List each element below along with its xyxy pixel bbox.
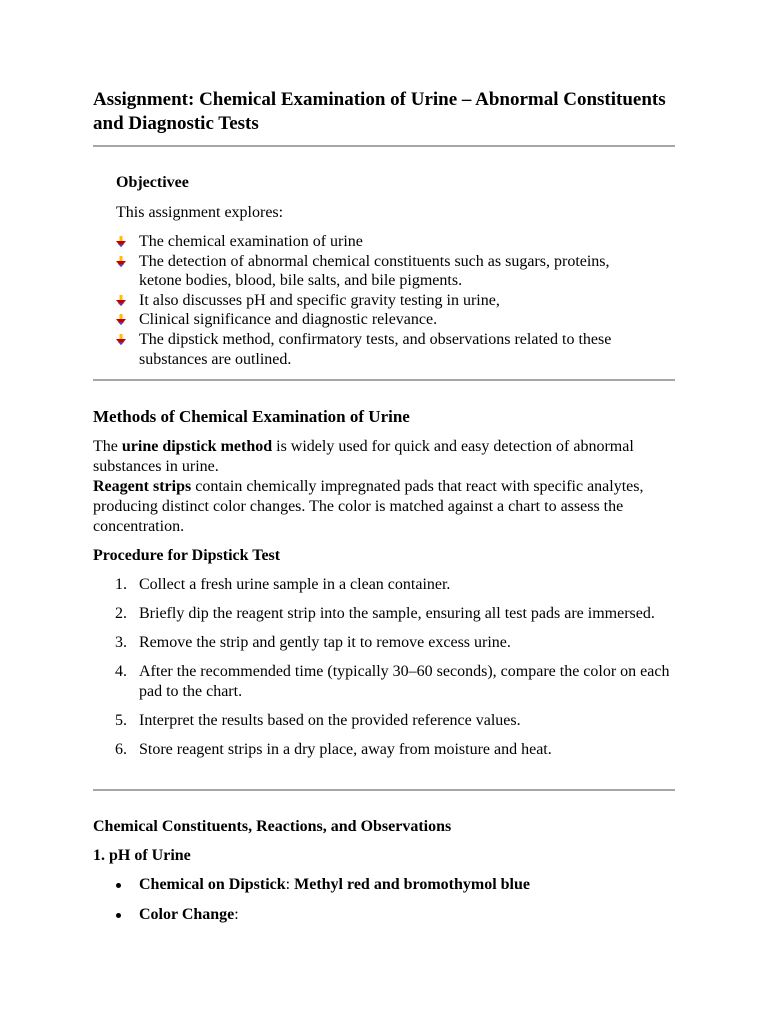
- arrow-down-icon: [116, 314, 126, 326]
- bold-term: urine dipstick method: [121, 438, 273, 455]
- text-run: :: [234, 906, 239, 923]
- divider: [93, 789, 675, 791]
- divider: [93, 379, 675, 381]
- list-item: [93, 575, 675, 595]
- list-item: [93, 604, 675, 624]
- constituents-section: [93, 817, 675, 935]
- text-run: The: [93, 438, 122, 455]
- step-text: Remove the strip and gently tap it to remove excess urine.: [139, 634, 511, 651]
- step-text: Collect a fresh urine sample in a clean container.: [139, 576, 451, 593]
- constituents-heading: Chemical Constituents, Reactions, and Observations: [93, 818, 452, 835]
- list-item: [116, 232, 656, 252]
- text-run: is widely used for quick and easy detection of abnormal substances in urine.: [93, 438, 634, 475]
- procedure-heading: Procedure for Dipstick Test: [93, 547, 281, 564]
- step-number: 6.: [115, 741, 127, 758]
- text-run: contain chemically impregnated pads that react with specific analytes, producing distinct color changes. The color is matched against a chart to assess the concentration.: [93, 478, 644, 535]
- bullet-icon: [116, 883, 121, 888]
- list-item: [93, 711, 675, 731]
- step-text: Interpret the results based on the provided reference values.: [139, 712, 521, 729]
- list-item: [93, 662, 675, 702]
- objective-intro: This assignment explores:: [116, 204, 284, 221]
- methods-section: [93, 407, 675, 769]
- step-number: 3.: [115, 634, 127, 651]
- objective-item-text: The detection of abnormal chemical constituents such as sugars, proteins, ketone bodies, blood, bile salts, and bile pigments.: [139, 252, 610, 290]
- list-item: [116, 310, 656, 330]
- methods-paragraph-2: [93, 477, 675, 537]
- list-item: [93, 875, 675, 895]
- bold-term: Methyl red and bromothymol blue: [294, 876, 530, 893]
- divider: [93, 145, 675, 147]
- step-text: Briefly dip the reagent strip into the sample, ensuring all test pads are immersed.: [139, 605, 655, 622]
- list-item: [93, 633, 675, 653]
- page-title: Assignment: Chemical Examination of Urine – Abnormal Constituents and Diagnostic Tests: [93, 89, 666, 134]
- list-item: [93, 740, 675, 760]
- text-run: :: [285, 876, 295, 893]
- bold-term: Color Change: [139, 906, 235, 923]
- step-number: 2.: [115, 605, 127, 622]
- objective-item-text: It also discusses pH and specific gravity testing in urine,: [139, 291, 500, 309]
- step-number: 1.: [115, 576, 127, 593]
- ph-heading: 1. pH of Urine: [93, 847, 191, 864]
- objective-item-text: The chemical examination of urine: [139, 233, 363, 250]
- objective-list: [116, 232, 656, 369]
- step-text: Store reagent strips in a dry place, away from moisture and heat.: [139, 741, 552, 758]
- arrow-down-icon: [116, 295, 126, 307]
- step-text: After the recommended time (typically 30–60 seconds), compare the color on each pad to the chart.: [139, 663, 670, 700]
- list-item: [116, 330, 656, 369]
- methods-paragraph-1: [93, 437, 675, 477]
- objective-item-text: The dipstick method, confirmatory tests, and observations related to these substances are outlined.: [139, 330, 612, 368]
- step-number: 5.: [115, 712, 127, 729]
- arrow-down-icon: [116, 236, 126, 248]
- bullet-icon: [116, 913, 121, 918]
- bold-term: Chemical on Dipstick: [139, 876, 286, 893]
- methods-heading: Methods of Chemical Examination of Urine: [93, 407, 410, 426]
- procedure-steps: [93, 575, 675, 760]
- arrow-down-icon: [116, 334, 126, 346]
- list-item: [116, 291, 656, 311]
- ph-details: [93, 875, 675, 925]
- step-number: 4.: [115, 663, 127, 680]
- objective-item-text: Clinical significance and diagnostic relevance.: [139, 311, 438, 329]
- objective-section: [116, 173, 656, 369]
- arrow-down-icon: [116, 256, 126, 268]
- bold-term: Reagent strips: [93, 478, 192, 495]
- list-item: [116, 252, 656, 291]
- objective-heading: Objectivee: [116, 174, 189, 191]
- list-item: [93, 905, 675, 925]
